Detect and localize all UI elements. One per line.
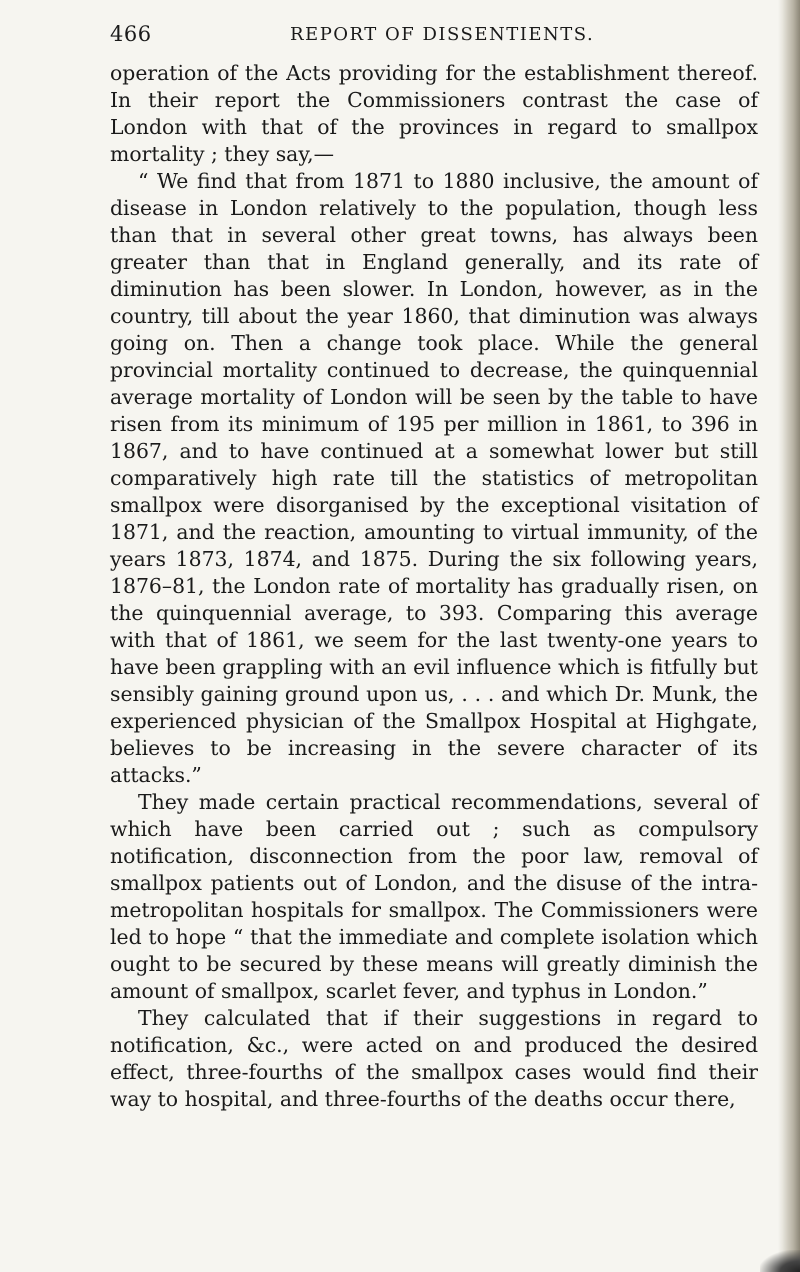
page-header	[110, 18, 750, 58]
page-number: 466	[110, 22, 152, 46]
paragraph-quotation: “ We find that from 1871 to 1880 inclusive, the amount of disease in London relatively to the population, though less than that in several other great towns, has always been greater than that in England generally, and its rate of diminution has been slower. In London, however, as in the country, till about the year 1860, that diminution was always going on. Then a change took place. While the general provincial mortality continued to decrease, the quinquennial average mortality of London will be seen by the table to have risen from its minimum of 195 per million in 1861, to 396 in 1867, and to have continued at a somewhat lower but still comparatively high rate till the statistics of metropolitan smallpox were disorganised by the exceptional visitation of 1871, and the reaction, amounting to virtual immunity, of the years 1873, 1874, and 1875. During the six following years, 1876–81, the London rate of mortality has gradually risen, on the quinquennial average, to 393. Comparing this average with that of 1861, we seem for the last twenty-one years to have been grappling with an evil influence which is fitfully but sensibly gaining ground upon us, . . . and which Dr. Munk, the experienced physician of the Smallpox Hospital at Highgate, believes to be increasing in the severe character of its attacks.”	[110, 169, 758, 787]
page-edge	[778, 0, 800, 1272]
paragraph-continuation: operation of the Acts providing for the establishment thereof. In their report the Commissioners contrast the case of London with that of the provinces in regard to smallpox mortality ; they say,—	[110, 61, 758, 166]
body-text	[110, 60, 758, 1113]
running-head: REPORT OF DISSENTIENTS.	[290, 24, 595, 45]
paragraph-calculation: They calculated that if their suggestions in regard to notification, &c., were acted on and produced the desired effect, three-fourths of the smallpox cases would find their way to hospital, and three-fourths of the deaths occur there,	[110, 1006, 758, 1111]
paragraph-recommendations: They made certain practical recommendations, several of which have been carried out ; such as compulsory notification, disconnection from the poor law, removal of smallpox patients out of London, and the disuse of the intra-metropolitan hospitals for smallpox. The Commissioners were led to hope “ that the immediate and complete isolation which ought to be secured by these means will greatly diminish the amount of smallpox, scarlet fever, and typhus in London.”	[110, 790, 758, 1003]
page-corner-shadow	[760, 1250, 800, 1272]
